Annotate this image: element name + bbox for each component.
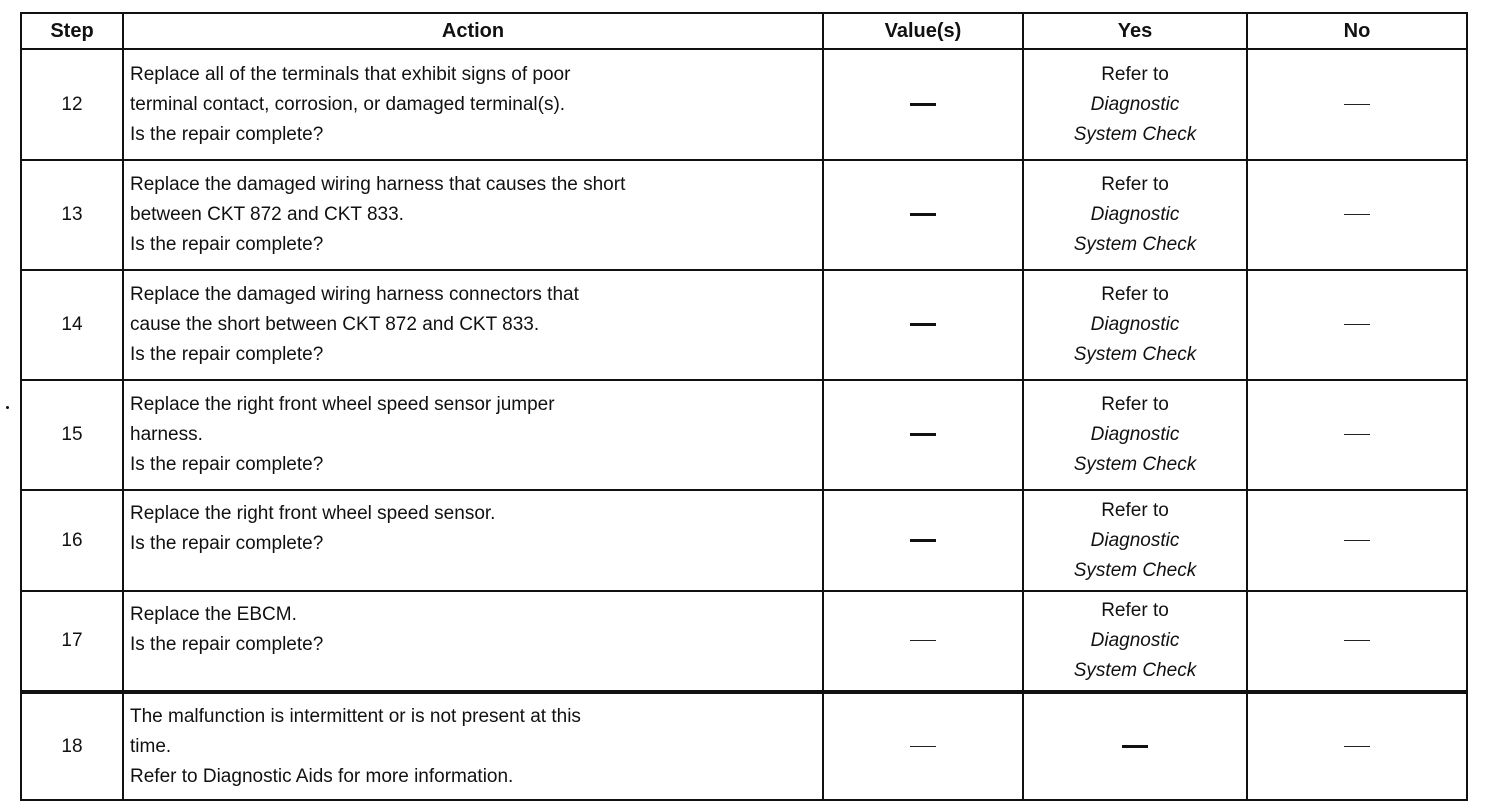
step-number: 12 <box>21 49 123 160</box>
action-line: Is the repair complete? <box>130 634 324 655</box>
table-row <box>21 591 1467 692</box>
action-cell <box>123 692 823 800</box>
action-line: Is the repair complete? <box>130 123 324 145</box>
value-dash <box>910 640 936 641</box>
yes-cell <box>1023 380 1247 490</box>
value-cell <box>823 692 1023 800</box>
value-cell <box>823 380 1023 490</box>
step-number: 17 <box>21 591 123 692</box>
no-dash <box>1344 214 1370 215</box>
yes-cell <box>1023 591 1247 692</box>
no-dash <box>1344 640 1370 641</box>
yes-line: Refer to <box>1101 63 1169 85</box>
header-values: Value(s) <box>823 13 1023 49</box>
yes-cell <box>1023 270 1247 380</box>
no-cell <box>1247 160 1467 270</box>
yes-line: System Check <box>1073 660 1197 681</box>
action-cell <box>123 490 823 591</box>
value-dash <box>910 433 936 436</box>
action-line: The malfunction is intermittent or is not present at this <box>130 705 581 727</box>
value-dash <box>910 746 936 747</box>
no-dash <box>1344 746 1370 747</box>
yes-line: Diagnostic <box>1090 630 1180 651</box>
no-cell <box>1247 270 1467 380</box>
no-dash <box>1344 540 1370 541</box>
yes-line: System Check <box>1073 344 1197 365</box>
table-row <box>21 160 1467 270</box>
action-line: Replace the right front wheel speed sensor jumper <box>130 394 555 415</box>
action-cell <box>123 49 823 160</box>
yes-line: Diagnostic <box>1090 314 1180 335</box>
yes-line: Diagnostic <box>1090 424 1180 445</box>
yes-line: System Check <box>1073 454 1197 475</box>
yes-line: Refer to <box>1101 499 1169 521</box>
yes-line: Refer to <box>1101 600 1169 621</box>
value-dash <box>910 323 936 326</box>
no-dash <box>1344 434 1370 435</box>
header-no: No <box>1247 13 1467 49</box>
yes-cell <box>1023 49 1247 160</box>
value-dash <box>910 539 936 542</box>
action-line: Refer to Diagnostic Aids for more information. <box>130 765 514 787</box>
action-line: cause the short between CKT 872 and CKT 833. <box>130 314 540 335</box>
yes-line: Refer to <box>1101 174 1169 195</box>
header-step: Step <box>21 13 123 49</box>
value-cell <box>823 591 1023 692</box>
no-cell <box>1247 490 1467 591</box>
action-line: Replace the EBCM. <box>130 604 297 625</box>
yes-cell <box>1023 160 1247 270</box>
value-dash <box>910 103 936 106</box>
no-dash <box>1344 104 1370 105</box>
action-line: Is the repair complete? <box>130 533 324 554</box>
no-dash <box>1344 324 1370 325</box>
action-line: Is the repair complete? <box>130 234 324 255</box>
action-cell <box>123 591 823 692</box>
action-line: between CKT 872 and CKT 833. <box>130 204 404 225</box>
value-dash <box>910 213 936 216</box>
action-line: Is the repair complete? <box>130 344 324 365</box>
step-number: 13 <box>21 160 123 270</box>
table-header-row <box>21 13 1467 49</box>
step-number: 18 <box>21 692 123 800</box>
diagnostic-table <box>20 12 1468 801</box>
action-line: Replace the damaged wiring harness connectors that <box>130 284 579 305</box>
table-row <box>21 692 1467 800</box>
no-cell <box>1247 591 1467 692</box>
action-line: Replace the right front wheel speed sensor. <box>130 503 496 524</box>
action-line: time. <box>130 735 172 757</box>
table-row <box>21 49 1467 160</box>
yes-line: Diagnostic <box>1090 529 1180 551</box>
yes-line: Diagnostic <box>1090 93 1180 115</box>
yes-line: System Check <box>1073 123 1197 145</box>
value-cell <box>823 270 1023 380</box>
no-cell <box>1247 380 1467 490</box>
value-cell <box>823 49 1023 160</box>
action-line: harness. <box>130 424 203 445</box>
value-cell <box>823 490 1023 591</box>
header-yes: Yes <box>1023 13 1247 49</box>
yes-dash <box>1122 745 1148 748</box>
action-cell <box>123 160 823 270</box>
action-line: Replace the damaged wiring harness that causes the short <box>130 174 626 195</box>
value-cell <box>823 160 1023 270</box>
step-number: 14 <box>21 270 123 380</box>
yes-line: Refer to <box>1101 394 1169 415</box>
yes-line: Diagnostic <box>1090 204 1180 225</box>
action-cell <box>123 380 823 490</box>
table-row <box>21 270 1467 380</box>
header-action: Action <box>123 13 823 49</box>
no-cell <box>1247 692 1467 800</box>
table-row <box>21 490 1467 591</box>
table-row <box>21 380 1467 490</box>
step-number: 15 <box>21 380 123 490</box>
step-number: 16 <box>21 490 123 591</box>
action-line: Is the repair complete? <box>130 454 324 475</box>
yes-line: System Check <box>1073 234 1197 255</box>
yes-line: Refer to <box>1101 284 1169 305</box>
yes-cell <box>1023 490 1247 591</box>
action-cell <box>123 270 823 380</box>
stray-dot-mark <box>6 406 9 409</box>
no-cell <box>1247 49 1467 160</box>
yes-cell <box>1023 692 1247 800</box>
yes-line: System Check <box>1073 559 1197 581</box>
action-line: terminal contact, corrosion, or damaged terminal(s). <box>130 93 566 115</box>
action-line: Replace all of the terminals that exhibit signs of poor <box>130 63 571 85</box>
